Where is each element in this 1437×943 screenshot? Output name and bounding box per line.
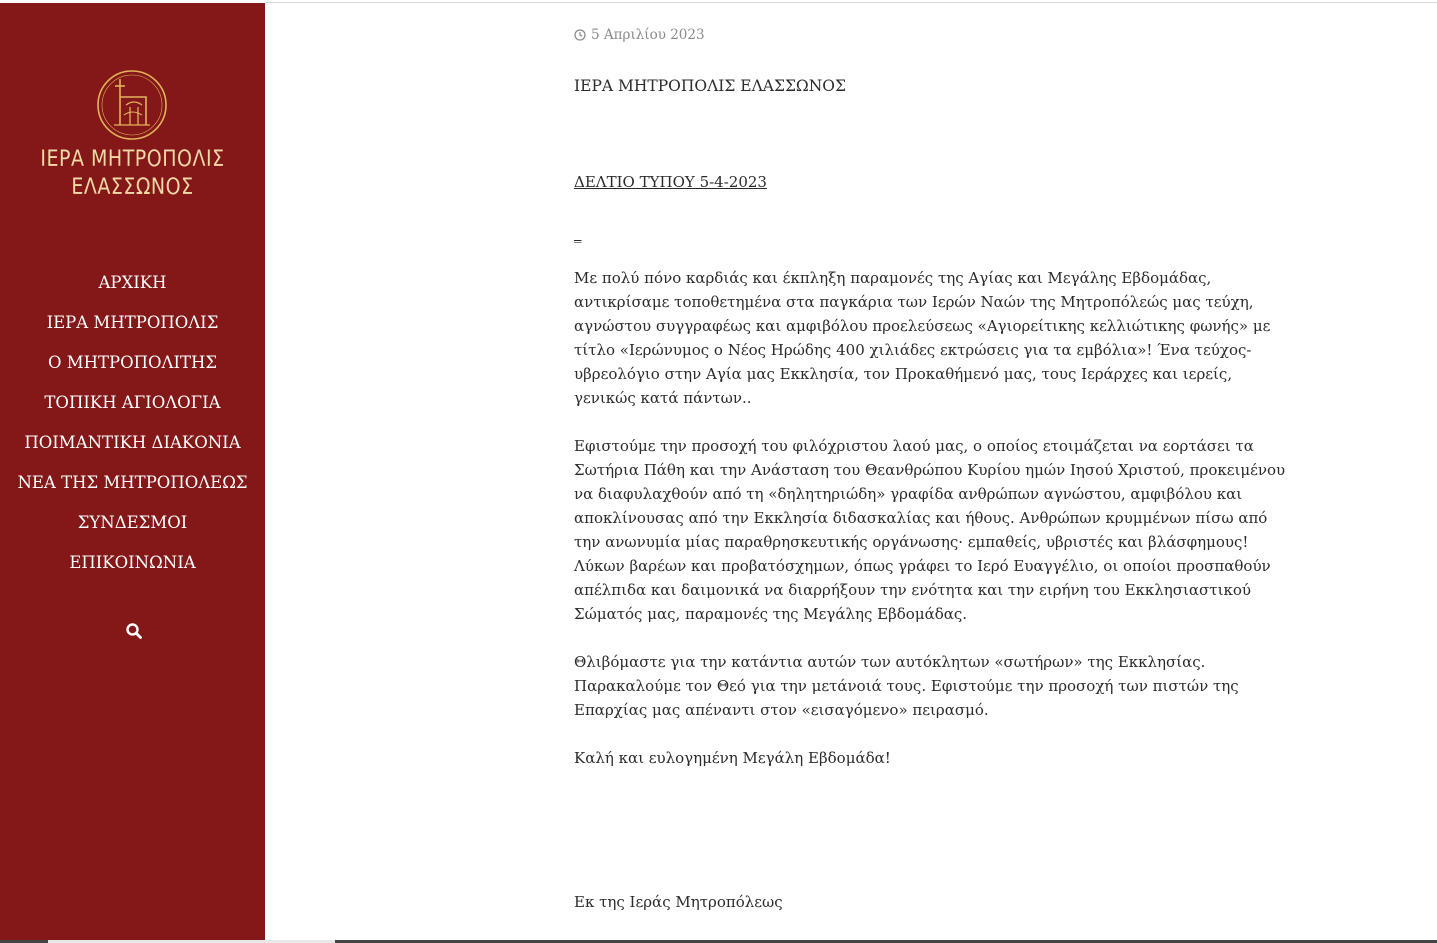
main-nav (0, 269, 265, 589)
nav-item-holy-metropolis[interactable]: ΙΕΡΑ ΜΗΤΡΟΠΟΛΙΣ (46, 313, 219, 332)
post-date-text: 5 Απριλίου 2023 (591, 27, 705, 43)
article-signature: Εκ της Ιεράς Μητροπόλεως (574, 893, 783, 911)
article-paragraph: Με πολύ πόνο καρδιάς και έκπληξη παραμονές της Αγίας και Μεγάλης Εβδομάδας, αντικρίσαμε τοποθετημένα στα παγκάρια των Ιερών Ναών της Μητροπόλεώς μας τεύχη, αγνώστου συγγραφέως και αμφιβόλου προελεύσεως «Αγιορείτικης κελλιώτικης φωνής» με τίτλο «Ιερώνυμος ο Νέος Ηρώδης 400 χιλιάδες εκτρώσεις για τα εμβόλια»! Ένα τεύχος-υβρεολόγιο στην Αγία μας Εκκλησία, τον Προκαθήμενό μας, τους Ιεράρχες και ιερείς, γενικώς κατά πάντων.. (574, 269, 1271, 407)
nav-item-links[interactable]: ΣΥΝΔΕΣΜΟΙ (77, 513, 188, 532)
nav-item-local-hagiology[interactable]: ΤΟΠΙΚΗ ΑΓΙΟΛΟΓΙΑ (44, 393, 221, 412)
search-icon[interactable] (124, 621, 144, 641)
article-paragraph: Εφιστούμε την προσοχή του φιλόχριστου λαού μας, ο οποίος ετοιμάζεται να εορτάσει τα Σωτήρια Πάθη και την Ανάσταση του Θεανθρώπου Κυρίου ημών Ιησού Χριστού, προκειμένου να διαφυλαχθούν από τη «δηλητηριώδη» γραφίδα ανθρώπων αγνώστου, αμφιβόλου και αποκλίνουσας από την Εκκλησία διδασκαλίας και ήθους. Ανθρώπων κρυμμένων πίσω από την ανωνυμία μίας παραθρησκευτικής οργάνωσης· εμπαθείς, υβριστές και βλάσφημους! Λύκων βαρέων και προβατόσχημων, όπως γράφει το Ιερό Ευαγγέλιο, οι οποίοι προσπαθούν απέλπιδα και δαιμονικά να διαρρήξουν την ενότητα και την ειρήνη του Εκκλησιαστικού Σώματός μας, παραμονές της Μεγάλης Εβδομάδας. (574, 437, 1286, 623)
logo-title-line2[interactable]: ΕΛΑΣΣΩΝΟΣ (71, 174, 194, 200)
nav-item-pastoral-ministry[interactable]: ΠΟΙΜΑΝΤΙΚΗ ΔΙΑΚΟΝΙΑ (24, 433, 241, 452)
clock-icon (574, 29, 586, 41)
article-paragraph: Καλή και ευλογημένη Μεγάλη Εβδομάδα! (574, 749, 891, 767)
nav-item-news[interactable]: ΝΕΑ ΤΗΣ ΜΗΤΡΟΠΟΛΕΩΣ (17, 473, 248, 492)
nav-item-metropolitan[interactable]: Ο ΜΗΤΡΟΠΟΛΙΤΗΣ (47, 353, 218, 372)
article-paragraph: Θλιβόμαστε για την κατάντια αυτών των αυτόκλητων «σωτήρων» της Εκκλησίας. Παρακαλούμε τον Θεό για την μετάνοιά τους. Εφιστούμε την προσοχή των πιστών της Επαρχίας μας απέναντι στον «εισαγόμενο» πειρασμό. (574, 653, 1239, 719)
post-date (574, 27, 705, 43)
top-divider (265, 2, 1437, 3)
nav-item-contact[interactable]: ΕΠΙΚΟΙΝΩΝΙΑ (69, 553, 196, 572)
article-heading: ΙΕΡΑ ΜΗΤΡΟΠΟΛΙΣ ΕΛΑΣΣΩΝΟΣ (574, 77, 846, 95)
metropolis-emblem-icon[interactable] (96, 69, 168, 141)
sidebar (0, 3, 265, 940)
separator-mark: _ (574, 225, 582, 243)
logo-title-line1[interactable]: ΙΕΡΑ ΜΗΤΡΟΠΟΛΙΣ (40, 146, 225, 172)
nav-item-home[interactable]: ΑΡΧΙΚΗ (98, 273, 167, 292)
press-release-title: ΔΕΛΤΙΟ ΤΥΠΟΥ 5-4-2023 (574, 173, 767, 191)
